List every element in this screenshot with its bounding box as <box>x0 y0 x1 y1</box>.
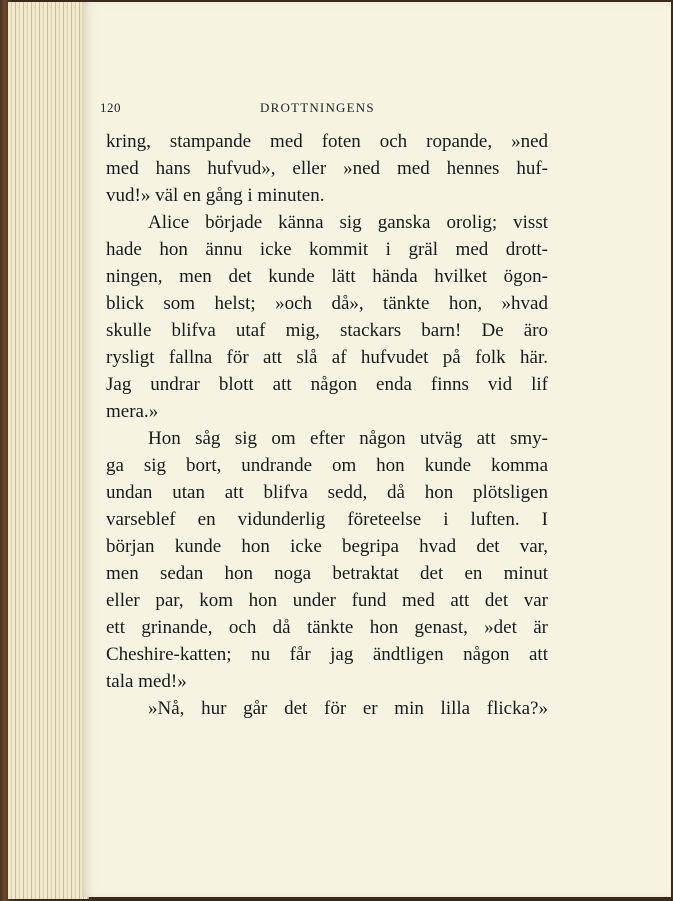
text-line: »Nå, hur går det för er min lilla flicka?» <box>148 698 548 719</box>
text-line: Hon såg sig om efter någon utväg att smy- <box>148 428 548 449</box>
text-line: vud!» väl en gång i minuten. <box>106 185 325 206</box>
text-line: undan utan att blifva sedd, då hon plötsligen <box>106 482 548 503</box>
text-line: men sedan hon noga betraktat det en minut <box>106 563 548 584</box>
text-line: skulle blifva utaf mig, stackars barn! De äro <box>106 320 548 341</box>
text-line: kring, stampande med foten och ropande, »ned <box>106 131 548 152</box>
text-line: ett grinande, och då tänkte hon genast, »det är <box>106 617 548 638</box>
text-line: hade hon ännu icke kommit i gräl med drott- <box>106 239 548 260</box>
text-line: rysligt fallna för att slå af hufvudet på folk här. <box>106 347 548 368</box>
text-line: mera.» <box>106 401 159 422</box>
body-text <box>106 128 548 722</box>
text-line: med hans hufvud», eller »ned med hennes huf- <box>106 158 548 179</box>
text-line: början kunde hon icke begripa hvad det var, <box>106 536 548 557</box>
text-line: ningen, men det kunde lätt hända hvilket ögon- <box>106 266 548 287</box>
page-stack-edges <box>8 2 89 899</box>
running-head: DROTTNINGENS <box>260 100 375 115</box>
text-line: Jag undrar blott att någon enda finns vid lif <box>106 374 548 395</box>
text-line: varseblef en vidunderlig företeelse i luften. I <box>106 509 548 530</box>
text-line: Cheshire-katten; nu får jag ändtligen någon att <box>106 644 548 665</box>
text-line: Alice började känna sig ganska orolig; visst <box>148 212 548 233</box>
page-number: 120 <box>100 100 121 115</box>
text-line: blick som helst; »och då», tänkte hon, »hvad <box>106 293 548 314</box>
text-line: ga sig bort, undrande om hon kunde komma <box>106 455 548 476</box>
text-line: eller par, kom hon under fund med att det var <box>106 590 548 611</box>
text-line: tala med!» <box>106 671 187 692</box>
